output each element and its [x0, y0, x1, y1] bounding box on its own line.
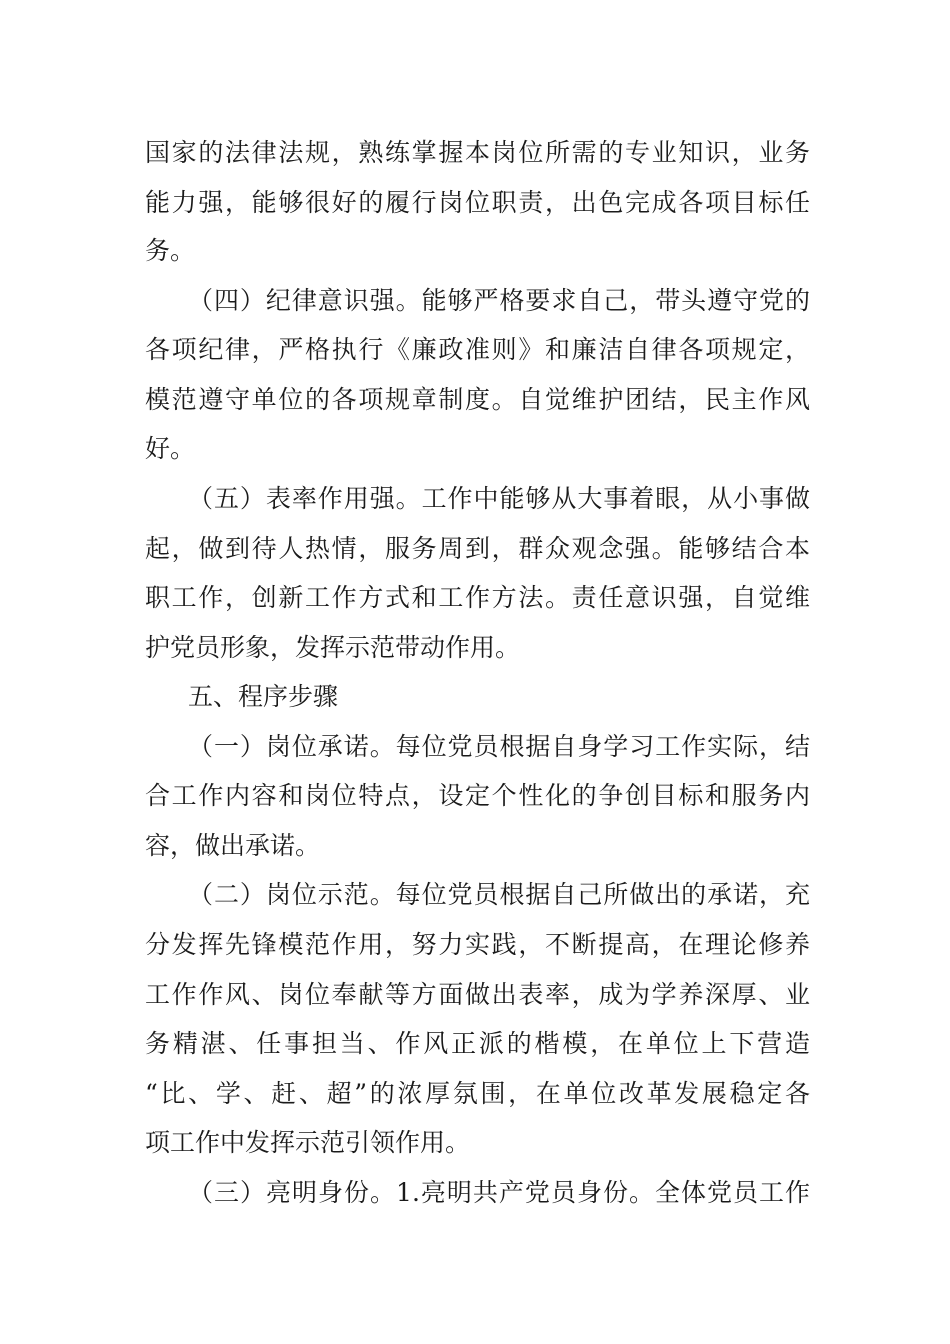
text-line: 合工作内容和岗位特点，设定个性化的争创目标和服务内: [145, 781, 810, 810]
text-line: （二）岗位示范。每位党员根据自己所做出的承诺，充: [188, 880, 810, 909]
text-line: 起，做到待人热情，服务周到，群众观念强。能够结合本: [145, 534, 810, 563]
text-line: 各项纪律，严格执行《廉政准则》和廉洁自律各项规定，: [145, 335, 810, 364]
text-line: 能力强，能够很好的履行岗位职责，出色完成各项目标任: [145, 188, 810, 217]
text-line: 项工作中发挥示范引领作用。: [145, 1128, 471, 1157]
text-line: （三）亮明身份。1.亮明共产党员身份。全体党员工作: [188, 1178, 810, 1207]
text-line: 职工作，创新工作方式和工作方法。责任意识强，自觉维: [145, 583, 810, 612]
text-line: 好。: [145, 434, 196, 463]
text-line: （五）表率作用强。工作中能够从大事着眼，从小事做: [188, 484, 810, 513]
text-line: 护党员形象，发挥示范带动作用。: [145, 633, 521, 662]
text-line: 模范遵守单位的各项规章制度。自觉维护团结，民主作风: [145, 385, 810, 414]
text-line: 务。: [145, 236, 196, 265]
text-line: （四）纪律意识强。能够严格要求自己，带头遵守党的: [188, 286, 810, 315]
text-line: （一）岗位承诺。每位党员根据自身学习工作实际，结: [188, 732, 810, 761]
text-line: 务精湛、任事担当、作风正派的楷模，在单位上下营造: [145, 1029, 810, 1058]
section-heading: 五、程序步骤: [188, 682, 339, 711]
text-line: “比、学、赶、超”的浓厚氛围，在单位改革发展稳定各: [145, 1079, 810, 1108]
text-line: 工作作风、岗位奉献等方面做出表率，成为学养深厚、业: [145, 980, 810, 1009]
text-line: 分发挥先锋模范作用，努力实践，不断提高，在理论修养: [145, 930, 810, 959]
text-line: 容，做出承诺。: [145, 831, 321, 860]
text-line: 国家的法律法规，熟练掌握本岗位所需的专业知识，业务: [145, 138, 810, 167]
